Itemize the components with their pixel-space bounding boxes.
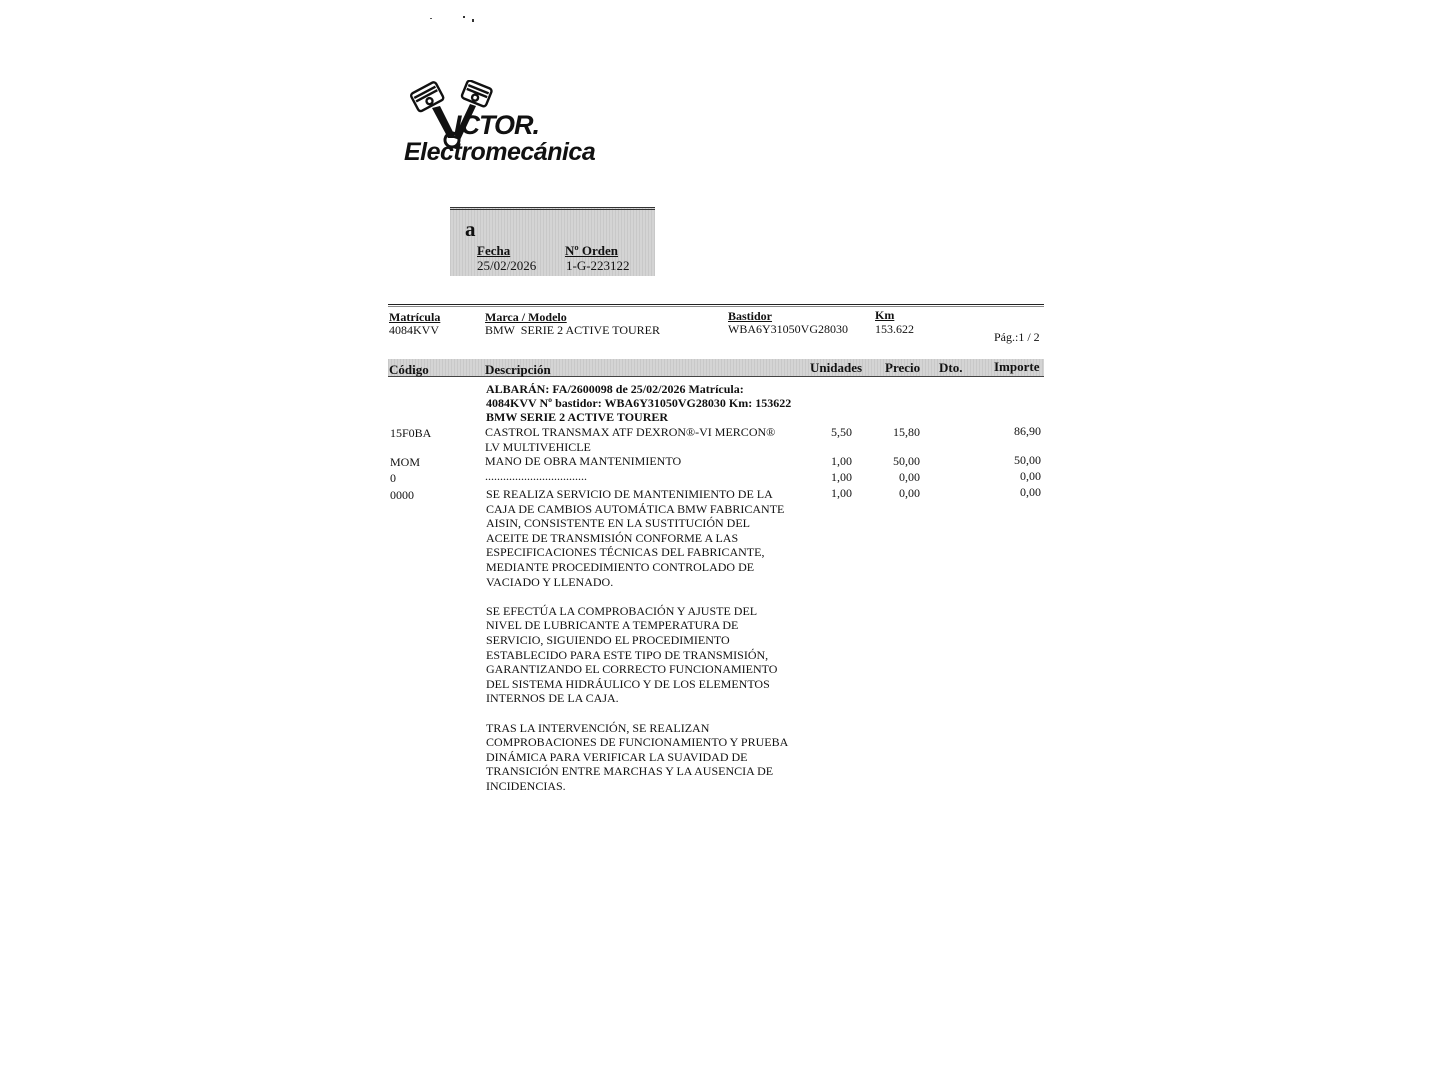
row-4-codigo: 0000	[390, 488, 414, 502]
row-3-precio: 0,00	[899, 470, 920, 484]
marca-label: Marca / Modelo	[485, 310, 567, 324]
km-value: 153.622	[875, 322, 914, 336]
albaran-line-2: 4084KVV Nº bastidor: WBA6Y31050VG28030 Km: 153622	[486, 396, 792, 410]
col-header-unidades: Unidades	[810, 360, 863, 375]
col-header-codigo: Código	[389, 362, 429, 377]
row-2-descripcion: MANO DE OBRA MANTENIMIENTO	[485, 454, 682, 468]
matricula-value: 4084KVV	[389, 323, 439, 337]
row-4-precio: 0,00	[899, 486, 920, 500]
scan-speck	[430, 18, 432, 19]
page-indicator: Pág.:1 / 2	[994, 330, 1040, 344]
company-logo	[402, 80, 642, 180]
row-1-precio: 15,80	[893, 425, 920, 439]
orden-value: 1-G-223122	[566, 258, 630, 273]
row-2-unidades: 1,00	[831, 454, 852, 468]
col-header-importe: Importe	[994, 359, 1040, 374]
row-2-importe: 50,00	[1014, 453, 1041, 467]
row-2-codigo: MOM	[390, 455, 421, 469]
orden-label: Nº Orden	[565, 243, 619, 258]
logo-victor-text: ICTOR.	[454, 110, 540, 140]
row-2-precio: 50,00	[893, 454, 920, 468]
fecha-label: Fecha	[477, 243, 511, 258]
row-3-codigo: 0	[390, 471, 396, 485]
fecha-value: 25/02/2026	[477, 258, 537, 273]
row-3-importe: 0,00	[1020, 469, 1041, 483]
row-1-codigo: 15F0BA	[390, 426, 432, 440]
row-1-descripcion: CASTROL TRANSMAX ATF DEXRON®-VI MERCON® LV MULTIVEHICLE	[485, 425, 776, 454]
row-1-importe: 86,90	[1014, 424, 1041, 438]
scan-speck	[472, 19, 474, 22]
marca-value: BMW SERIE 2 ACTIVE TOURER	[485, 323, 661, 337]
row-3-unidades: 1,00	[831, 470, 852, 484]
col-header-precio: Precio	[885, 360, 921, 375]
col-header-descripcion: Descripción	[485, 362, 551, 377]
order-box-partial-title: a	[465, 217, 476, 241]
vehicle-top-rule	[388, 304, 1044, 305]
logo-electromecanica-text: Electromecánica	[404, 138, 596, 166]
row-4-unidades: 1,00	[831, 486, 852, 500]
row-4-importe: 0,00	[1020, 485, 1041, 499]
km-label: Km	[875, 308, 895, 322]
matricula-label: Matrícula	[389, 310, 441, 324]
vehicle-top-rule-2	[388, 306, 1044, 307]
row-3-descripcion: ..................................	[485, 469, 587, 483]
albaran-line-3: BMW SERIE 2 ACTIVE TOURER	[486, 410, 669, 424]
bastidor-value: WBA6Y31050VG28030	[728, 322, 848, 336]
row-1-unidades: 5,50	[831, 425, 852, 439]
row-4-descripcion: SE REALIZA SERVICIO DE MANTENIMIENTO DE LA CAJA DE CAMBIOS AUTOMÁTICA BMW FABRICANTE AISIN, CONSISTENTE EN LA SUSTITUCIÓN DEL ACEITE DE TRANSMISIÓN CONFORME A LAS ESPECIFICACIONES TÉCNICAS DEL FABRICANTE, MEDIANTE PROCEDIMIENTO CONTROLADO DE VACIADO Y LLENADO. SE EFECTÚA LA COMPROBACIÓN Y AJUSTE DEL NIVEL DE LUBRICANTE A TEMPERATURA DE SERVICIO, SIGUIENDO EL PROCEDIMIENTO ESTABLECIDO PARA ESTE TIPO DE TRANSMISIÓN, GARANTIZANDO EL CORRECTO FUNCIONAMIENTO DEL SISTEMA HIDRÁULICO Y DE LOS ELEMENTOS INTERNOS DE LA CAJA. TRAS LA INTERVENCIÓN, SE REALIZAN COMPROBACIONES DE FUNCIONAMIENTO Y PRUEBA DINÁMICA PARA VERIFICAR LA SUAVIDAD DE TRANSICIÓN ENTRE MARCHAS Y LA AUSENCIA DE INCIDENCIAS.	[486, 487, 789, 793]
albaran-line-1: ALBARÁN: FA/2600098 de 25/02/2026 Matrícula:	[486, 382, 744, 396]
bastidor-label: Bastidor	[728, 309, 773, 323]
scan-speck	[463, 16, 465, 18]
col-header-dto: Dto.	[939, 360, 963, 375]
